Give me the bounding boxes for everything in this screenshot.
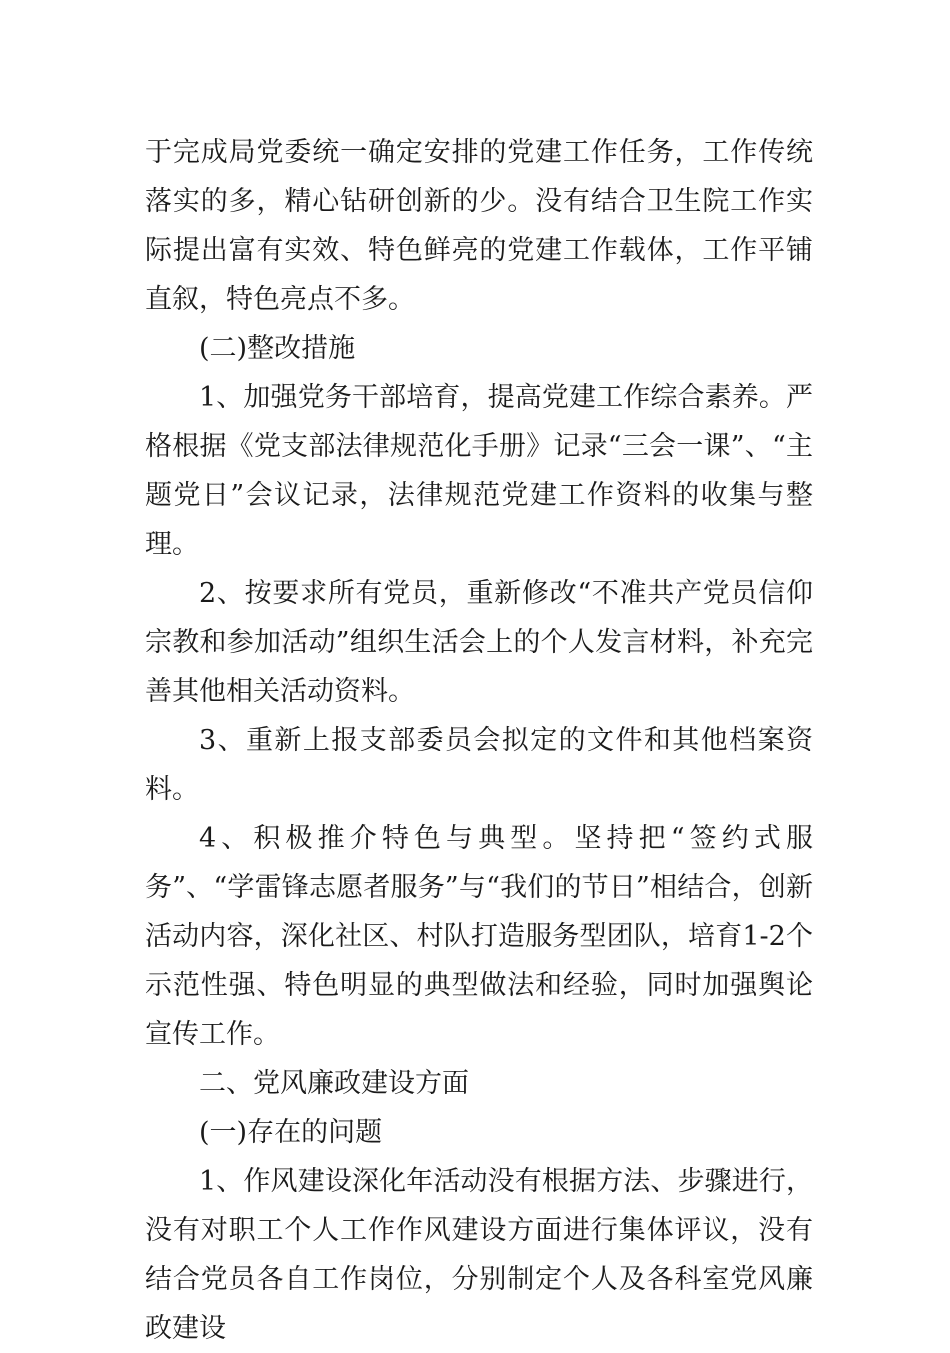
paragraph-measure-4: 4、积极推介特色与典型。坚持把“签约式服务”、“学雷锋志愿者服务”与“我们的节日”相结合，创新活动内容，深化社区、村队打造服务型团队，培育1-2个示范性强、特色明显的典型做法和经验，同时加强舆论宣传工作。: [145, 823, 813, 1050]
paragraph-section-heading: 二、党风廉政建设方面: [199, 1068, 469, 1099]
paragraph-problem-1: 1、作风建设深化年活动没有根据方法、步骤进行，没有对职工个人工作作风建设方面进行集体评议，没有结合党员各自工作岗位，分别制定个人及各科室党风廉政建设: [145, 1166, 813, 1344]
document-body: [145, 128, 813, 1353]
paragraph-subheading-problems: (一)存在的问题: [199, 1117, 383, 1148]
paragraph-heading-rectification: (二)整改措施: [199, 333, 356, 364]
paragraph-measure-3: 3、重新上报支部委员会拟定的文件和其他档案资料。: [145, 725, 813, 805]
paragraph-measure-1: 1、加强党务干部培育，提高党建工作综合素养。严格根据《党支部法律规范化手册》记录“三会一课”、“主题党日”会议记录，法律规范党建工作资料的收集与整理。: [145, 382, 813, 560]
paragraph-1: 于完成局党委统一确定安排的党建工作任务，工作传统落实的多，精心钻研创新的少。没有结合卫生院工作实际提出富有实效、特色鲜亮的党建工作载体，工作平铺直叙，特色亮点不多。: [145, 137, 813, 315]
paragraph-measure-2: 2、按要求所有党员，重新修改“不准共产党员信仰宗教和参加活动”组织生活会上的个人发言材料，补充完善其他相关活动资料。: [145, 578, 813, 707]
